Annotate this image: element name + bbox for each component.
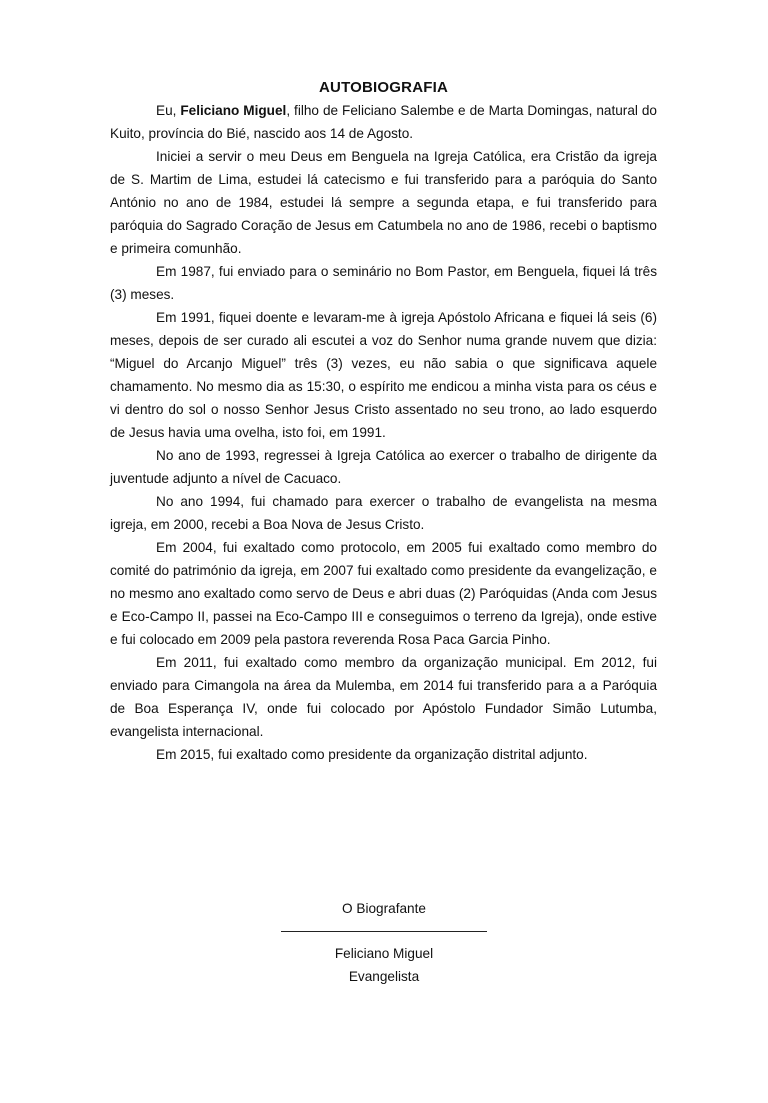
signature-block (0, 897, 768, 988)
paragraph-intro (110, 99, 657, 145)
paragraph: No ano de 1993, regressei à Igreja Católica ao exercer o trabalho de dirigente da juventude adjunto a nível de Cacuaco. (110, 448, 657, 486)
paragraph: No ano 1994, fui chamado para exercer o trabalho de evangelista na mesma igreja, em 2000, recebi a Boa Nova de Jesus Cristo. (110, 494, 657, 532)
signature-role: Evangelista (348, 969, 420, 984)
paragraph: Em 1987, fui enviado para o seminário no Bom Pastor, em Benguela, fiquei lá três (3) meses. (110, 264, 657, 302)
intro-rest: , filho de Feliciano Salembe e de Marta Domingas, natural do Kuito, província do Bié, nascido aos 14 de Agosto. (110, 103, 657, 141)
author-name-bold: Feliciano Miguel (180, 103, 287, 118)
signature-line (281, 931, 487, 932)
document-page (0, 79, 768, 1103)
document-title: AUTOBIOGRAFIA (319, 79, 448, 96)
paragraph: Em 2004, fui exaltado como protocolo, em 2005 fui exaltado como membro do comité do património da igreja, em 2007 fui exaltado como presidente da evangelização, e no mesmo ano exaltado como servo de Deus e abri duas (2) Paróquidas (Anda com Jesus e Eco-Campo II, passei na Eco-Campo III e conseguimos o terreno da Igreja), onde estive e fui colocado em 2009 pela pastora reverenda Rosa Paca Garcia Pinho. (110, 540, 657, 647)
signature-name: Feliciano Miguel (334, 946, 434, 961)
paragraph: Iniciei a servir o meu Deus em Benguela na Igreja Católica, era Cristão da igreja de S. Martim de Lima, estudei lá catecismo e fui transferido para a paróquia do Santo António no ano de 1984, estudei lá sempre a segunda etapa, e fui transferido para paróquia do Sagrado Coração de Jesus em Catumbela no ano de 1986, recebi o baptismo e primeira comunhão. (110, 149, 657, 256)
paragraph: Em 2015, fui exaltado como presidente da organização distrital adjunto. (156, 747, 588, 762)
paragraph: Em 1991, fiquei doente e levaram-me à igreja Apóstolo Africana e fiquei lá seis (6) meses, depois de ser curado ali escutei a voz do Senhor numa grande nuvem que dizia: “Miguel do Arcanjo Miguel” três (3) vezes, eu não sabia o que significava aquele chamamento. No mesmo dia as 15:30, o espírito me endicou a minha vista para os céus e vi dentro do sol o nosso Senhor Jesus Cristo assentado no seu trono, ao lado esquerdo de Jesus havia uma ovelha, isto foi, em 1991. (110, 310, 657, 440)
paragraph: Em 2011, fui exaltado como membro da organização municipal. Em 2012, fui enviado para Cimangola na área da Mulemba, em 2014 fui transferido para a a Paróquia de Boa Esperança IV, onde fui colocado por Apóstolo Fundador Simão Lutumba, evangelista internacional. (110, 655, 657, 739)
document-body (110, 99, 657, 766)
signature-label: O Biografante (342, 901, 426, 916)
intro-prefix: Eu, (156, 103, 181, 118)
